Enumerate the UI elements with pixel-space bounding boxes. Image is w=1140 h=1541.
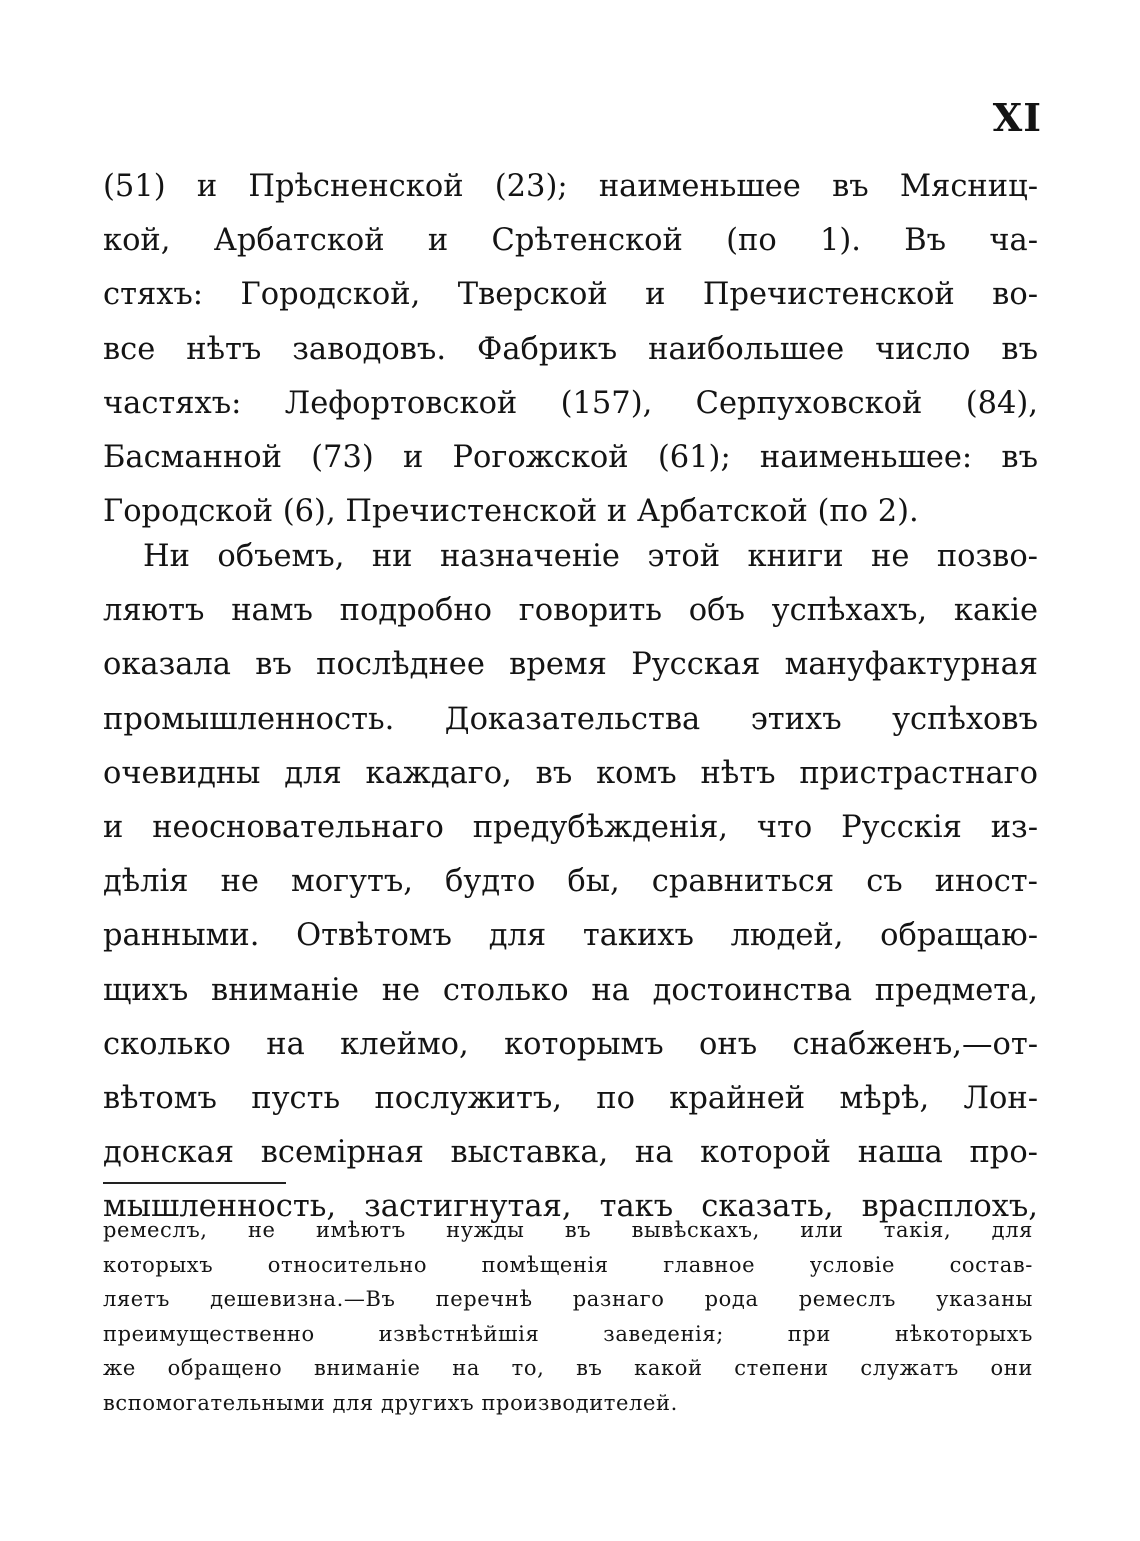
text-line: сколько на клеймо, которымъ онъ снабженъ,—от-	[103, 1026, 1038, 1062]
text-line: ранными. Отвѣтомъ для такихъ людей, обращаю-	[103, 918, 1038, 954]
footnote-line: ремеслъ, не имѣютъ нужды въ вывѣскахъ, или такія, для	[103, 1218, 1033, 1242]
text-line: промышленность. Доказательства этихъ успѣховъ	[103, 701, 1038, 737]
text-line: дѣлія не могутъ, будто бы, сравниться съ иност-	[103, 864, 1038, 900]
text-line: и неосновательнаго предубѣжденія, что Русскія из-	[103, 809, 1038, 845]
footnote-line: вспомогательными для другихъ производителей.	[103, 1390, 678, 1415]
page-number: XI	[992, 95, 1042, 140]
text-line: очевидны для каждаго, въ комъ нѣтъ пристрастнаго	[103, 755, 1038, 791]
text-line: частяхъ: Лефортовской (157), Серпуховской (84),	[103, 385, 1038, 421]
footnote-rule	[103, 1182, 286, 1184]
footnote-line: ляетъ дешевизна.—Въ перечнѣ разнаго рода ремеслъ указаны	[103, 1287, 1033, 1312]
footnote-line: же обращено вниманіе на то, въ какой степени служатъ они	[103, 1356, 1033, 1381]
text-line: Городской (6), Пречистенской и Арбатской (по 2).	[103, 494, 919, 530]
text-line: донская всемірная выставка, на которой наша про-	[103, 1135, 1038, 1171]
text-line: Ни объемъ, ни назначеніе этой книги не позво-	[143, 539, 1038, 574]
text-line: ляютъ намъ подробно говорить объ успѣхахъ, какіе	[103, 593, 1038, 629]
text-line: кой, Арбатской и Срѣтенской (по 1). Въ ча-	[103, 223, 1038, 259]
footnote	[103, 1213, 1033, 1421]
text-line: вѣтомъ пусть послужитъ, по крайней мѣрѣ, Лон-	[103, 1080, 1038, 1116]
text-line: щихъ вниманіе не столько на достоинства предмета,	[103, 972, 1038, 1008]
text-line: мышленность, застигнутая, такъ сказать, врасплохъ,	[103, 1189, 1038, 1225]
text-line: оказала въ послѣднее время Русская мануфактурная	[103, 647, 1038, 683]
paragraph-continued	[103, 160, 1038, 539]
text-line: все нѣтъ заводовъ. Фабрикъ наибольшее число въ	[103, 331, 1038, 367]
text-line: Басманной (73) и Рогожской (61); наименьшее: въ	[103, 439, 1038, 475]
footnote-line: которыхъ относительно помѣщенія главное условіе состав-	[103, 1252, 1033, 1277]
footnote-line: преимущественно извѣстнѣйшія заведенія; при нѣкоторыхъ	[103, 1321, 1033, 1346]
text-line: стяхъ: Городской, Тверской и Пречистенской во-	[103, 277, 1038, 313]
paragraph-main	[103, 530, 1038, 1234]
text-line: (51) и Прѣсненской (23); наименьшее въ Мясниц-	[103, 169, 1038, 204]
